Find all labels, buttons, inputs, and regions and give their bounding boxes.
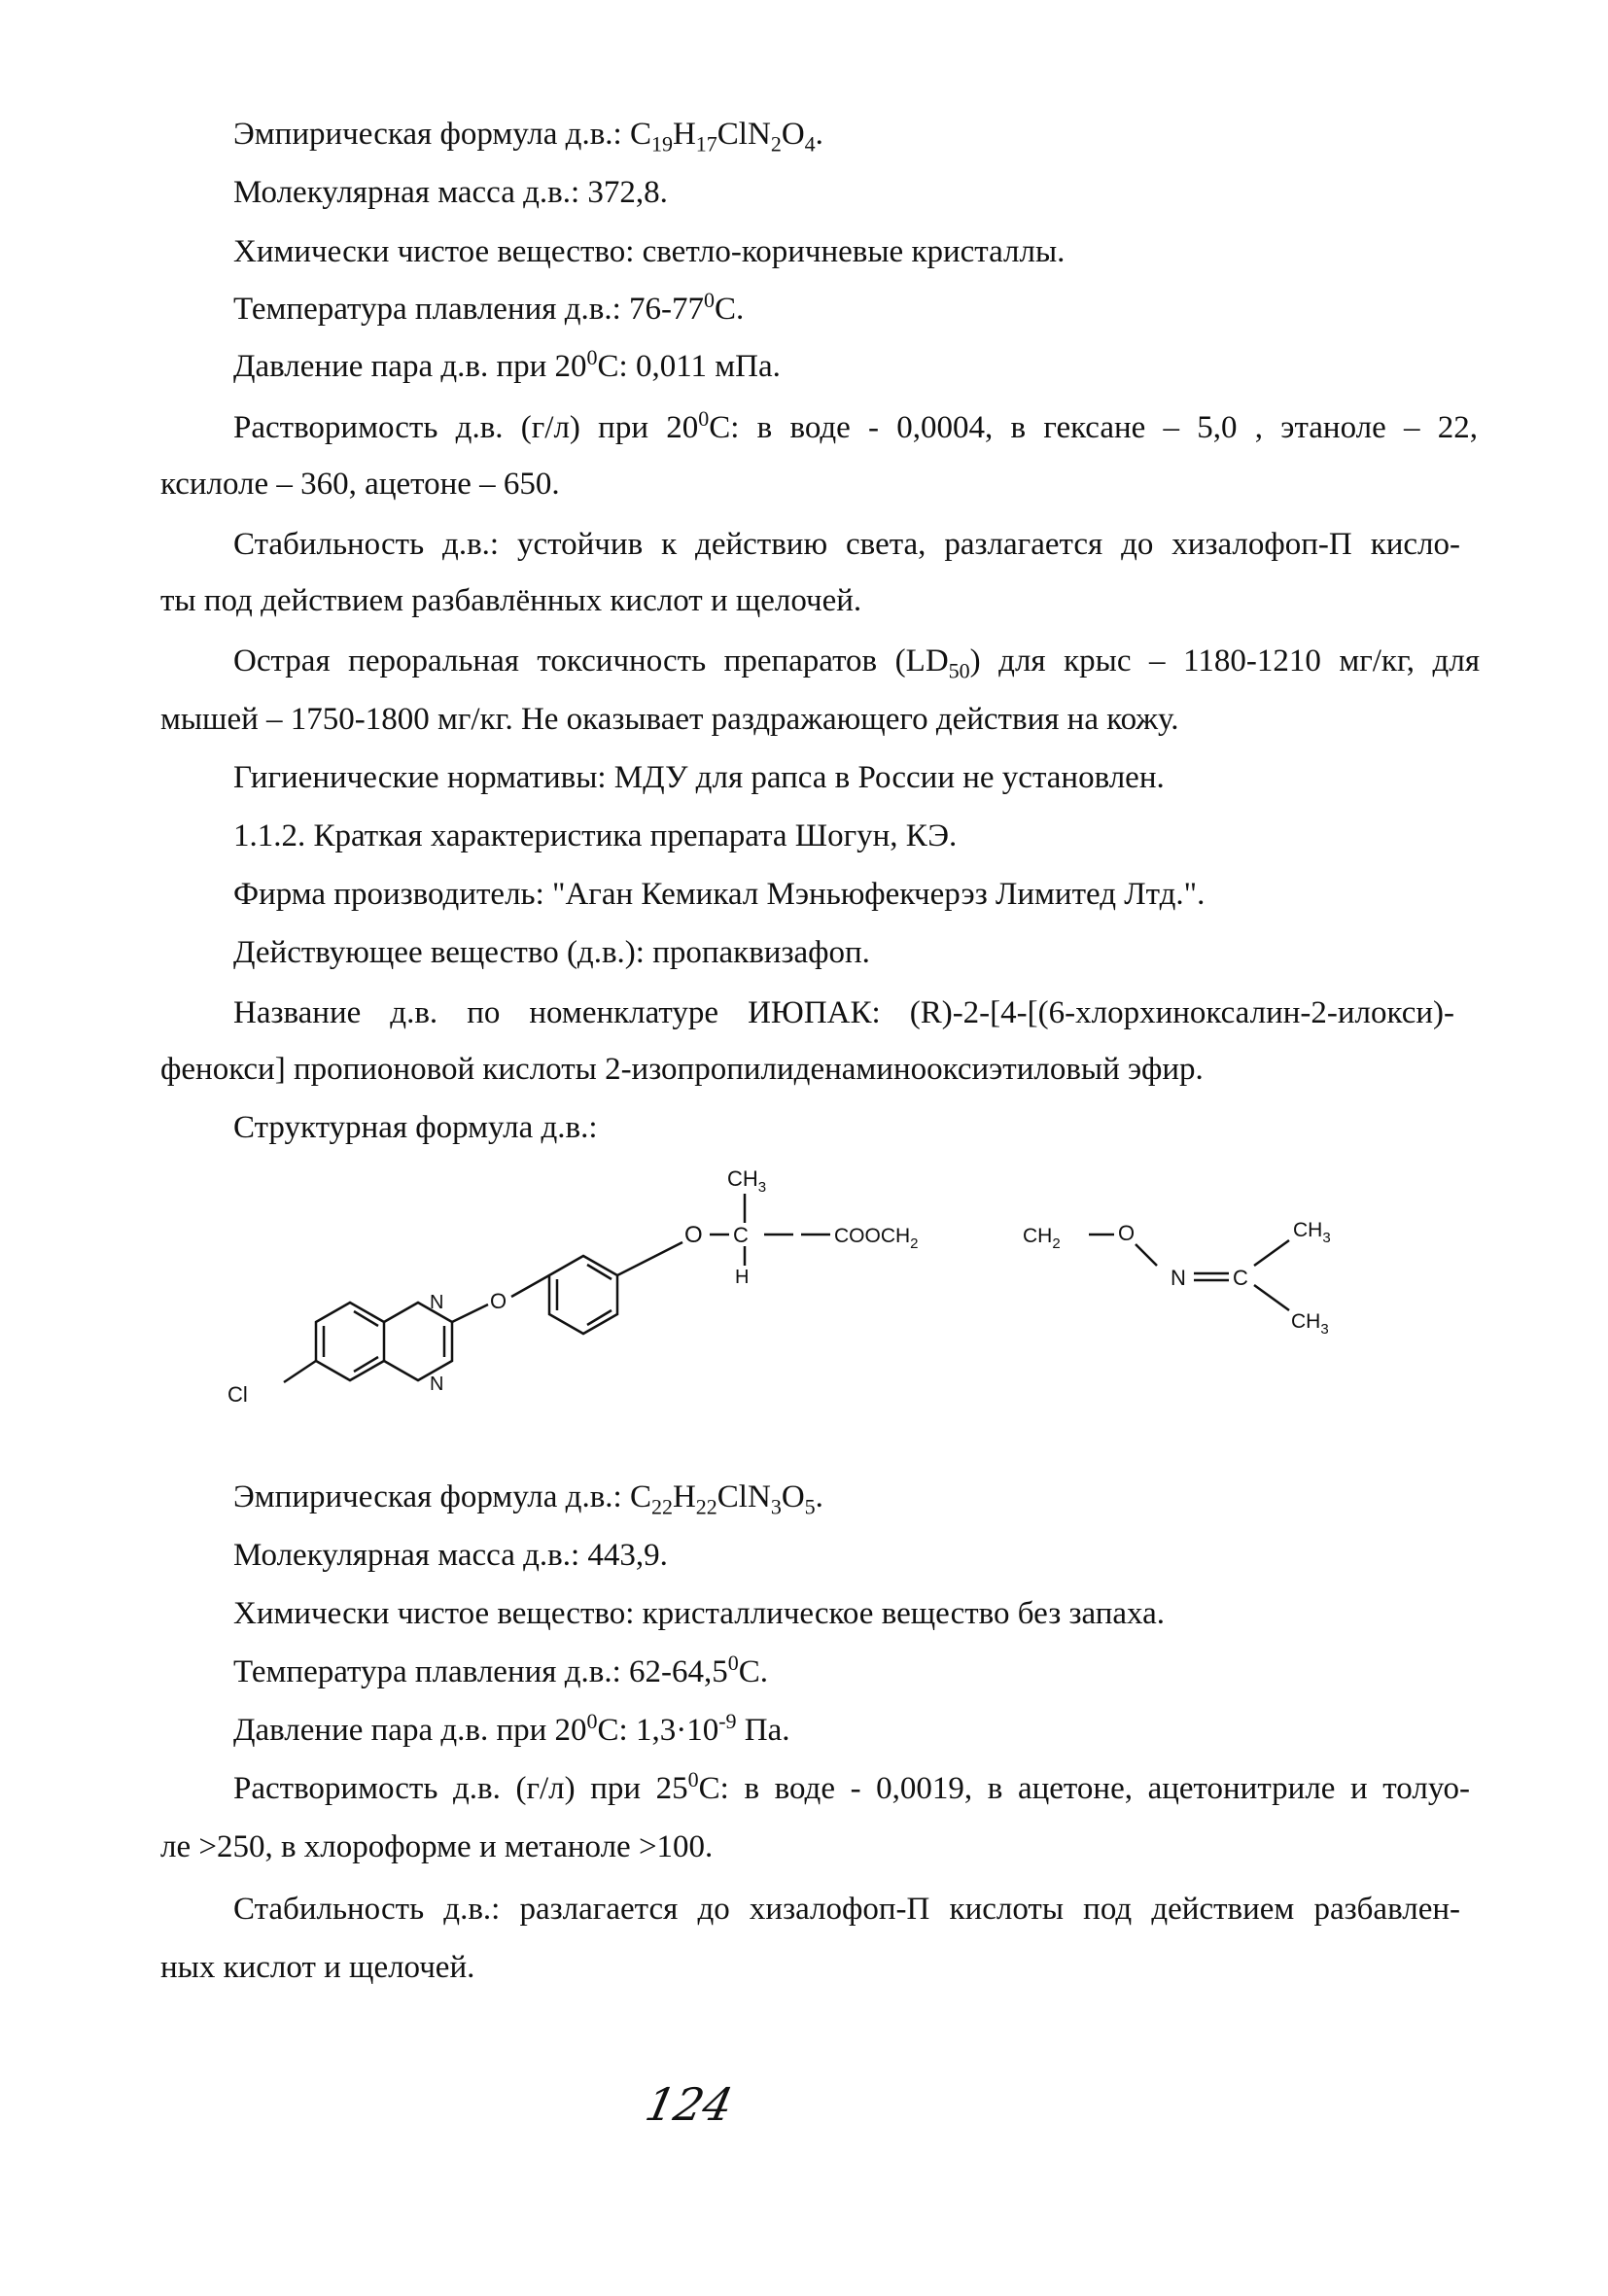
text-line: Стабильность д.в.: устойчив к действию света, разлагается до хизалофоп-П кисло- <box>233 527 1460 562</box>
ester-group-label: $COOCH_2$ <box>834 1225 919 1252</box>
text-line: Растворимость д.в. (г/л) при $20^0C$: в воде - 0,0004, в гексане – 5,0 , этаноле – 22, <box>233 406 1478 445</box>
text-line: Действующее вещество (д.в.): пропаквизафоп. <box>233 935 870 970</box>
ch3-label: $CH_3$ <box>727 1166 767 1196</box>
text-line: Химически чистое вещество: кристаллическое вещество без запаха. <box>233 1596 1165 1631</box>
ch3-label: $CH_3$ <box>1293 1219 1331 1246</box>
chlorine-label: Cl <box>227 1382 248 1407</box>
text-line: ле >250, в хлороформе и метаноле >100. <box>160 1829 714 1864</box>
oxime-carbon-label: C <box>1233 1266 1248 1290</box>
text-line: ных кислот и щелочей. <box>160 1950 475 1985</box>
benzene-ring-left <box>316 1303 384 1380</box>
text-line: Давление пара д.в. при $20^0C$: 0,011 мПа. <box>233 345 781 384</box>
methylene-label: $CH_2$ <box>1023 1225 1061 1252</box>
text-line: Название д.в. по номенклатуре ИЮПАК: (R)-2-[4-[(6-хлорхиноксалин-2-илокси)- <box>233 995 1454 1030</box>
chiral-carbon-label: C <box>733 1223 749 1247</box>
text-line: фенокси] пропионовой кислоты 2-изопропилиденаминооксиэтиловый эфир. <box>160 1052 1204 1087</box>
section-heading: 1.1.2. Краткая характеристика препарата Шогун, КЭ. <box>233 818 958 853</box>
ring-nitrogen-label: N <box>430 1374 444 1395</box>
text-line: Острая пероральная токсичность препаратов $(LD_{50})$ для крыс – 1180-1210 мг/кг, для <box>233 644 1480 683</box>
structural-formula <box>227 1147 1331 1478</box>
text-line: мышей – 1750-1800 мг/кг. Не оказывает раздражающего действия на кожу. <box>160 702 1179 737</box>
benzene-ring-right <box>549 1256 617 1334</box>
ring-nitrogen-label: N <box>430 1292 444 1313</box>
text-line: Химически чистое вещество: светло-коричневые кристаллы. <box>233 234 1066 269</box>
text-line: Молекулярная масса д.в.: 372,8. <box>233 175 668 210</box>
pyrazine-ring <box>384 1303 452 1380</box>
text-line: ксилоле – 360, ацетоне – 650. <box>160 467 560 502</box>
text-line: ты под действием разбавлённых кислот и щелочей. <box>160 583 862 618</box>
text-line: Молекулярная масса д.в.: 443,9. <box>233 1538 668 1573</box>
oxime-nitrogen-label: N <box>1171 1266 1186 1290</box>
text-line: Температура плавления д.в.: $76-77^0C$. <box>233 288 745 327</box>
text-line: Стабильность д.в.: разлагается до хизалофоп-П кислоты под действием разбавлен- <box>233 1892 1460 1927</box>
text-line: Растворимость д.в. (г/л) при $25^0C$: в воде - 0,0019, в ацетоне, ацетонитриле и толуо- <box>233 1767 1470 1806</box>
hydrogen-label: H <box>735 1267 750 1288</box>
formula-bonds <box>284 1194 1289 1382</box>
text-line: Эмпирическая формула д.в.: $C_{19}H_{17}ClN_2O_4$. <box>233 117 823 157</box>
text-line: Эмпирическая формула д.в.: $C_{22}H_{22}ClN_3O_5$. <box>233 1479 823 1519</box>
text-line: Структурная формула д.в.: <box>233 1110 598 1145</box>
text-line: Давление пара д.в. при $20^0C$: $1,3\cdot 10^{-9}$ Па. <box>233 1709 790 1748</box>
ch3-label: $CH_3$ <box>1291 1310 1329 1338</box>
text-line: Гигиенические нормативы: МДУ для рапса в России не установлен. <box>233 760 1165 795</box>
link-oxygen-label: O <box>490 1289 507 1313</box>
page-number: 124 <box>641 2078 738 2131</box>
ether-oxygen-label: O <box>684 1222 703 1248</box>
oxime-oxygen-label: O <box>1118 1221 1136 1245</box>
text-line: Температура плавления д.в.: 62-64,5$^0$C. <box>233 1651 768 1689</box>
text-line: Фирма производитель: "Аган Кемикал Мэньюфекчерэз Лимитед Лтд.". <box>233 877 1206 912</box>
